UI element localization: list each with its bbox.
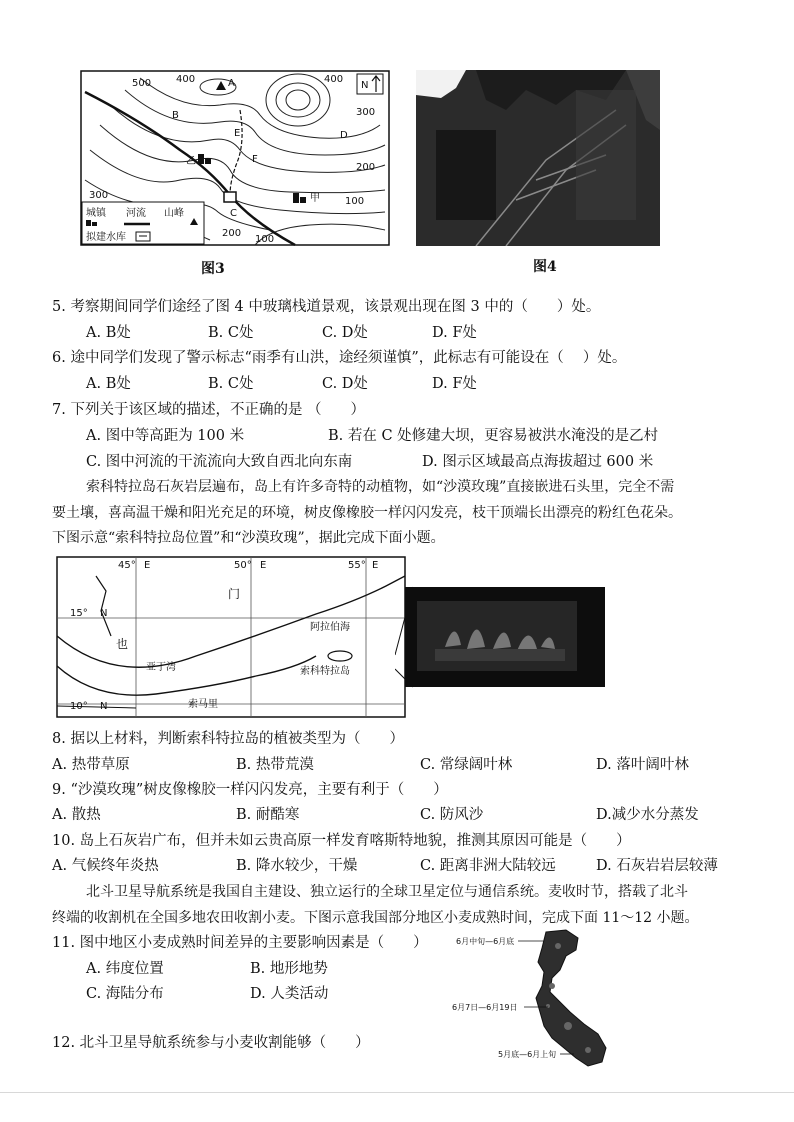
contour-label: 200 (356, 162, 376, 173)
q8-option-d[interactable]: D. 落叶阔叶林 (596, 757, 689, 773)
village-label: 乙 (186, 156, 196, 167)
legend-reservoir: 拟建水库 (86, 232, 126, 243)
legend-river: 河流 (126, 208, 146, 219)
passage-2-line: 终端的收割机在全国多地农田收割小麦。下图示意我国部分地区小麦成熟时间，完成下面 11～12 小题。 (52, 910, 699, 926)
socotra-location-map (56, 556, 406, 718)
q7-option-a[interactable]: A. 图中等高距为 100 米 (86, 428, 245, 444)
contour-label: 100 (255, 234, 275, 245)
q6-option-a[interactable]: A. B处 (86, 376, 131, 392)
lon-label: E (372, 560, 379, 571)
q10-option-d[interactable]: D. 石灰岩岩层较薄 (596, 858, 718, 874)
contour-label: 300 (356, 107, 376, 118)
q6-option-d[interactable]: D. F处 (432, 376, 477, 392)
figure3-contour-map (80, 70, 390, 246)
ripening-label: 5月底—6月上旬 (498, 1050, 557, 1059)
place-label: 门 (228, 587, 241, 601)
q7-option-b[interactable]: B. 若在 C 处修建大坝，更容易被洪水淹没的是乙村 (328, 428, 659, 444)
contour-label: 400 (324, 74, 344, 85)
question-8-stem: 8. 据以上材料，判断索科特拉岛的植被类型为（ ） (52, 731, 404, 747)
q10-option-a[interactable]: A. 气候终年炎热 (52, 858, 159, 874)
lon-label: E (144, 560, 151, 571)
point-label: F (252, 154, 258, 165)
contour-label: 400 (176, 74, 196, 85)
place-label: 亚丁湾 (146, 662, 176, 673)
passage-1-line: 下图示意“索科特拉岛位置”和“沙漠玫瑰”，据此完成下面小题。 (52, 530, 445, 546)
point-label: A (228, 78, 235, 89)
q11-option-c[interactable]: C. 海陆分布 (86, 986, 164, 1002)
legend-peak: 山峰 (164, 208, 184, 219)
ripening-label: 6月中旬—6月底 (456, 937, 515, 946)
ripening-label: 6月7日—6月19日 (452, 1003, 518, 1012)
contour-label: 100 (345, 196, 365, 207)
passage-1-line: 索科特拉岛石灰岩层遍布，岛上有许多奇特的动植物，如“沙漠玫瑰”直接嵌进石头里，完全不需 (86, 479, 675, 495)
place-label: 也 (116, 637, 129, 651)
contour-label: 200 (222, 228, 242, 239)
q7-option-c[interactable]: C. 图中河流的干流流向大致自西北向东南 (86, 454, 353, 470)
q6-option-b[interactable]: B. C处 (208, 376, 254, 392)
north-label: N (361, 80, 369, 91)
point-label: B (172, 110, 179, 121)
lat-label: 15° (70, 608, 88, 619)
q9-option-d[interactable]: D.减少水分蒸发 (596, 807, 699, 823)
question-12-stem: 12. 北斗卫星导航系统参与小麦收割能够（ ） (52, 1035, 370, 1051)
lon-label: 45° (118, 560, 136, 571)
question-11-stem: 11. 图中地区小麦成熟时间差异的主要影响因素是（ ） (52, 935, 428, 951)
figure3-caption: 图3 (201, 261, 225, 277)
question-5-stem: 5. 考察期间同学们途经了图 4 中玻璃栈道景观，该景观出现在图 3 中的（ ）处。 (52, 299, 601, 315)
legend-town: 城镇 (86, 208, 106, 219)
lat-label: 10° (70, 701, 88, 712)
question-6-stem: 6. 途中同学们发现了警示标志“雨季有山洪，途经须谨慎”，此标志有可能设在（ ）处。 (52, 350, 627, 366)
passage-2-line: 北斗卫星导航系统是我国自主建设、独立运行的全球卫星定位与通信系统。麦收时节，搭载了北斗 (86, 884, 688, 900)
q9-option-c[interactable]: C. 防风沙 (420, 807, 484, 823)
lon-label: E (260, 560, 267, 571)
q8-option-c[interactable]: C. 常绿阔叶林 (420, 757, 513, 773)
question-10-stem: 10. 岛上石灰岩广布，但并未如云贵高原一样发育喀斯特地貌，推测其原因可能是（ ） (52, 833, 631, 849)
place-label: 索马里 (188, 699, 218, 710)
desert-rose-photo (405, 587, 605, 687)
lat-label: N (100, 701, 108, 712)
q5-option-a[interactable]: A. B处 (86, 325, 131, 341)
question-9-stem: 9. “沙漠玫瑰”树皮像橡胶一样闪闪发亮，主要有利于（ ） (52, 782, 448, 798)
q5-option-d[interactable]: D. F处 (432, 325, 477, 341)
q9-option-b[interactable]: B. 耐酷寒 (236, 807, 300, 823)
q8-option-b[interactable]: B. 热带荒漠 (236, 757, 314, 773)
figure4-caption: 图4 (533, 259, 557, 275)
q5-option-b[interactable]: B. C处 (208, 325, 254, 341)
q11-option-d[interactable]: D. 人类活动 (250, 986, 329, 1002)
q11-option-b[interactable]: B. 地形地势 (250, 961, 328, 977)
point-label: D (340, 130, 348, 141)
figure4-glass-walkway-photo (416, 70, 660, 246)
q9-option-a[interactable]: A. 散热 (52, 807, 101, 823)
village-label: 甲 (310, 193, 320, 204)
contour-label: 500 (132, 78, 152, 89)
q7-option-d[interactable]: D. 图示区域最高点海拔超过 600 米 (422, 454, 654, 470)
point-label: C (230, 208, 237, 219)
passage-1-line: 要土壤，喜高温干燥和阳光充足的环境，树皮像橡胶一样闪闪发亮，枝干顶端长出漂亮的粉红色花朵。 (52, 505, 682, 521)
q8-option-a[interactable]: A. 热带草原 (52, 757, 130, 773)
q10-option-b[interactable]: B. 降水较少，干燥 (236, 858, 358, 874)
wheat-ripening-map (448, 926, 620, 1070)
point-label: E (234, 128, 241, 139)
place-label: 索科特拉岛 (300, 666, 350, 677)
lat-label: N (100, 608, 108, 619)
q10-option-c[interactable]: C. 距离非洲大陆较远 (420, 858, 556, 874)
page-bottom-rule (0, 1092, 794, 1093)
q6-option-c[interactable]: C. D处 (322, 376, 368, 392)
q11-option-a[interactable]: A. 纬度位置 (86, 961, 164, 977)
q5-option-c[interactable]: C. D处 (322, 325, 368, 341)
lon-label: 50° (234, 560, 252, 571)
lon-label: 55° (348, 560, 366, 571)
contour-label: 300 (89, 190, 109, 201)
question-7-stem: 7. 下列关于该区域的描述，不正确的是 （ ） (52, 402, 366, 418)
place-label: 阿拉伯海 (310, 622, 350, 633)
